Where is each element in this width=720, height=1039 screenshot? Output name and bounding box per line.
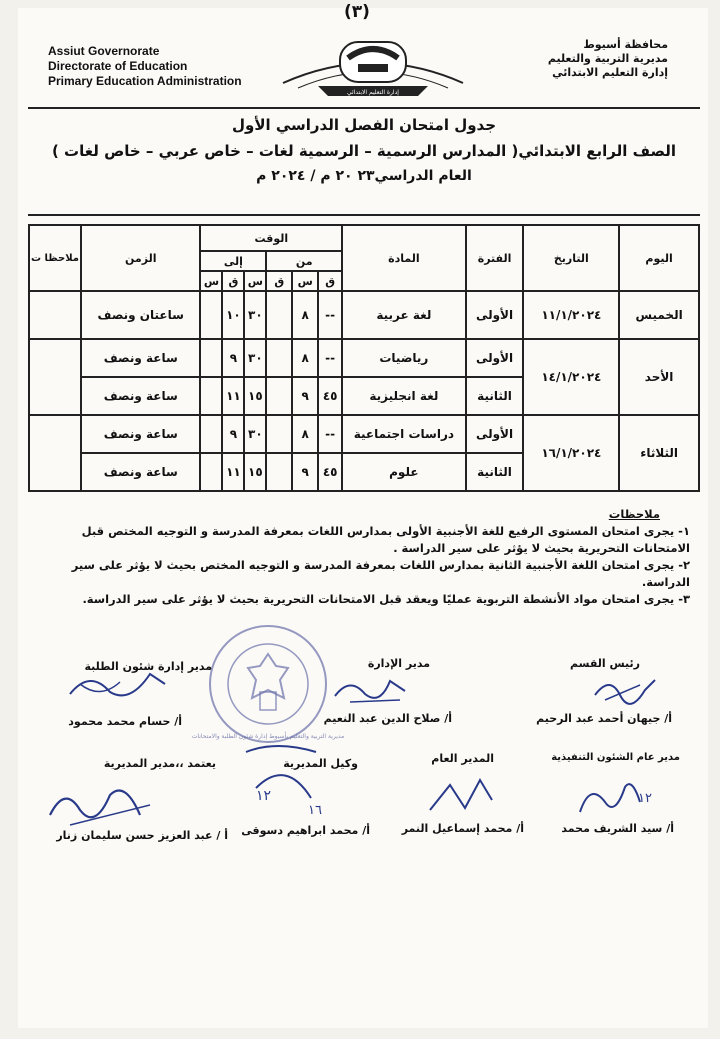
title-line-2: الصف الرابع الابتدائي( المدارس الرسمية – الرسمية لغات – خاص عربي – خاص لغات ) [51,142,677,160]
from-q-cell: -- [318,415,342,453]
from-s-cell: ٨ [292,339,318,377]
header-en-line: Assiut Governorate [48,44,160,58]
header-arabic [548,38,668,80]
to-s-cell: ١١ [222,453,244,491]
subject-cell: علوم [342,453,466,491]
to-s-cell: ٩ [222,415,244,453]
title-divider [28,214,700,216]
to-extra-cell [200,339,222,377]
handwritten-date: ١٢ [638,791,652,806]
from-q-cell: -- [318,339,342,377]
stamp-text: مديرية التربية والتعليم بأسيوط إدارة شئون الطلبة والامتحانات [191,733,345,740]
sig-name-admin-director: أ/ صلاح الدين عبد النعيم [323,712,452,725]
from-s-cell: ٩ [292,377,318,415]
title-line-1: جدول امتحان الفصل الدراسي الأول [231,116,497,134]
exam-schedule-table [28,224,700,492]
header-ar-line: محافظة أسيوط [583,38,668,51]
to-extra-cell [200,453,222,491]
signature-scribble-general-director [420,770,500,820]
duration-cell: ساعتان ونصف [81,291,200,339]
handwritten-date: ١٢ [256,788,272,804]
sig-role-exec-affairs: مدير عام الشئون التنفيذية [551,752,680,763]
sig-role-head-of-dept: رئيس القسم [570,657,640,670]
to-extra-cell [200,415,222,453]
sig-role-student-affairs: مدير إدارة شئون الطلبة [84,660,212,673]
to-q-cell: ٣٠ [244,415,266,453]
from-q-spacer [266,453,292,491]
header-period: الفترة [466,225,524,291]
notes-cell [29,291,81,339]
header-to: إلى [200,251,266,271]
sig-role-general-director: المدير العام [431,752,494,765]
date-cell: ١٦/١/٢٠٢٤ [523,415,619,491]
note-item: ١- يجرى امتحان المستوى الرفيع للغة الأجنبية الأولى بمدارس اللغات بمعرفة المدرسة و التوجيه المختص قبل الامتحانات التحريرية بحيث لا يؤثر على سير الدراسة . [81,524,690,555]
table-row [29,291,699,339]
header-from-q: ق [318,271,342,291]
period-cell: الثانية [466,453,524,491]
note-item: ٢- يجرى امتحان اللغة الأجنبية الثانية بمدارس اللغات بمعرفة المدرسة و التوجيه المختص بحيث لا يؤثر على سير الدراسة. [71,558,690,589]
notes-cell [29,415,81,491]
from-q-spacer [266,339,292,377]
to-q-cell: ١٥ [244,453,266,491]
table-row [29,339,699,377]
subject-cell: رياضيات [342,339,466,377]
sig-name-deputy: أ/ محمد ابراهيم دسوقى [241,824,370,837]
header-en-line: Directorate of Education [48,59,188,73]
duration-cell: ساعة ونصف [81,415,200,453]
sig-name-head-of-dept: أ/ جيهان أحمد عبد الرحيم [536,712,672,725]
subject-cell: دراسات اجتماعية [342,415,466,453]
header-divider [28,107,700,109]
to-s-cell: ١٠ [222,291,244,339]
to-extra-cell [200,377,222,415]
from-q-spacer [266,377,292,415]
from-s-cell: ٨ [292,415,318,453]
header-from: من [266,251,342,271]
period-cell: الأولى [466,415,524,453]
subject-cell: لغة عربية [342,291,466,339]
sig-name-student-affairs: أ/ حسام محمد محمود [68,715,182,728]
day-cell: الأحد [619,339,699,415]
header-to-s: س [244,271,266,291]
signature-scribble-deputy [236,738,346,818]
header-from-s: س [292,271,318,291]
to-q-cell: ٣٠ [244,291,266,339]
from-s-cell: ٨ [292,291,318,339]
signature-scribble-exec-affairs [570,772,660,822]
official-stamp [191,622,345,746]
period-cell: الأولى [466,291,524,339]
header-subject: المادة [342,225,466,291]
handwritten-date: ١٦ [308,803,322,818]
signature-scribble-head-of-dept [590,670,660,710]
sig-role-directorate-head: يعتمد ،،مدير المديرية [103,757,216,770]
header-english [48,44,242,89]
sig-role-admin-director: مدير الإدارة [367,657,430,670]
from-q-cell: -- [318,291,342,339]
from-q-cell: ٤٥ [318,377,342,415]
header-ar-line: إدارة التعليم الابتدائي [552,66,668,79]
title-line-3: العام الدراسي٢٣ ٢٠ م / ٢٠٢٤ م [256,168,472,184]
signature-scribble-student-affairs [60,664,170,708]
ministry-logo [278,38,468,100]
header-to-s2: س [200,271,222,291]
from-q-cell: ٤٥ [318,453,342,491]
header-time: الوقت [200,225,342,251]
to-s-cell: ٩ [222,339,244,377]
sig-role-deputy: وكيل المديرية [283,757,358,770]
to-q-cell: ٣٠ [244,339,266,377]
table-row [29,415,699,453]
header-duration: الزمن [81,225,200,291]
subject-cell: لغة انجليزية [342,377,466,415]
duration-cell: ساعة ونصف [81,377,200,415]
date-cell: ١٤/١/٢٠٢٤ [523,339,619,415]
sig-name-directorate-head: أ / عبد العزيز حسن سليمان زنار [56,829,228,842]
note-item: ٣- يجرى امتحان مواد الأنشطة التربوية عمليًا ويعقد قبل الامتحانات التحريرية بحيث لا يؤثر على سير الدراسة. [82,592,690,606]
to-extra-cell [200,291,222,339]
from-s-cell: ٩ [292,453,318,491]
header-day: اليوم [619,225,699,291]
duration-cell: ساعة ونصف [81,339,200,377]
to-q-cell: ١٥ [244,377,266,415]
header-notes: ملاحظا ت [29,225,81,291]
logo-text: إدارة التعليم الابتدائي [347,89,399,96]
notes-title: ملاحظات [608,507,660,521]
duration-cell: ساعة ونصف [81,453,200,491]
header-date: التاريخ [523,225,619,291]
from-q-spacer [266,291,292,339]
period-cell: الثانية [466,377,524,415]
day-cell: الخميس [619,291,699,339]
header-from-q2: ق [266,271,292,291]
signature-scribble-admin-director [330,666,410,710]
page-number: (٣) [344,2,370,22]
sig-name-exec-affairs: أ/ سيد الشريف محمد [561,822,674,835]
header-to-q: ق [222,271,244,291]
day-cell: الثلاثاء [619,415,699,491]
signature-scribble-directorate-head [40,775,160,835]
period-cell: الأولى [466,339,524,377]
header-ar-line: مديرية التربية والتعليم [547,52,668,65]
notes-section [30,506,690,608]
to-s-cell: ١١ [222,377,244,415]
notes-cell [29,339,81,415]
header-en-line: Primary Education Administration [48,74,242,88]
from-q-spacer [266,415,292,453]
date-cell: ١١/١/٢٠٢٤ [523,291,619,339]
sig-name-general-director: أ/ محمد إسماعيل النمر [401,822,524,835]
